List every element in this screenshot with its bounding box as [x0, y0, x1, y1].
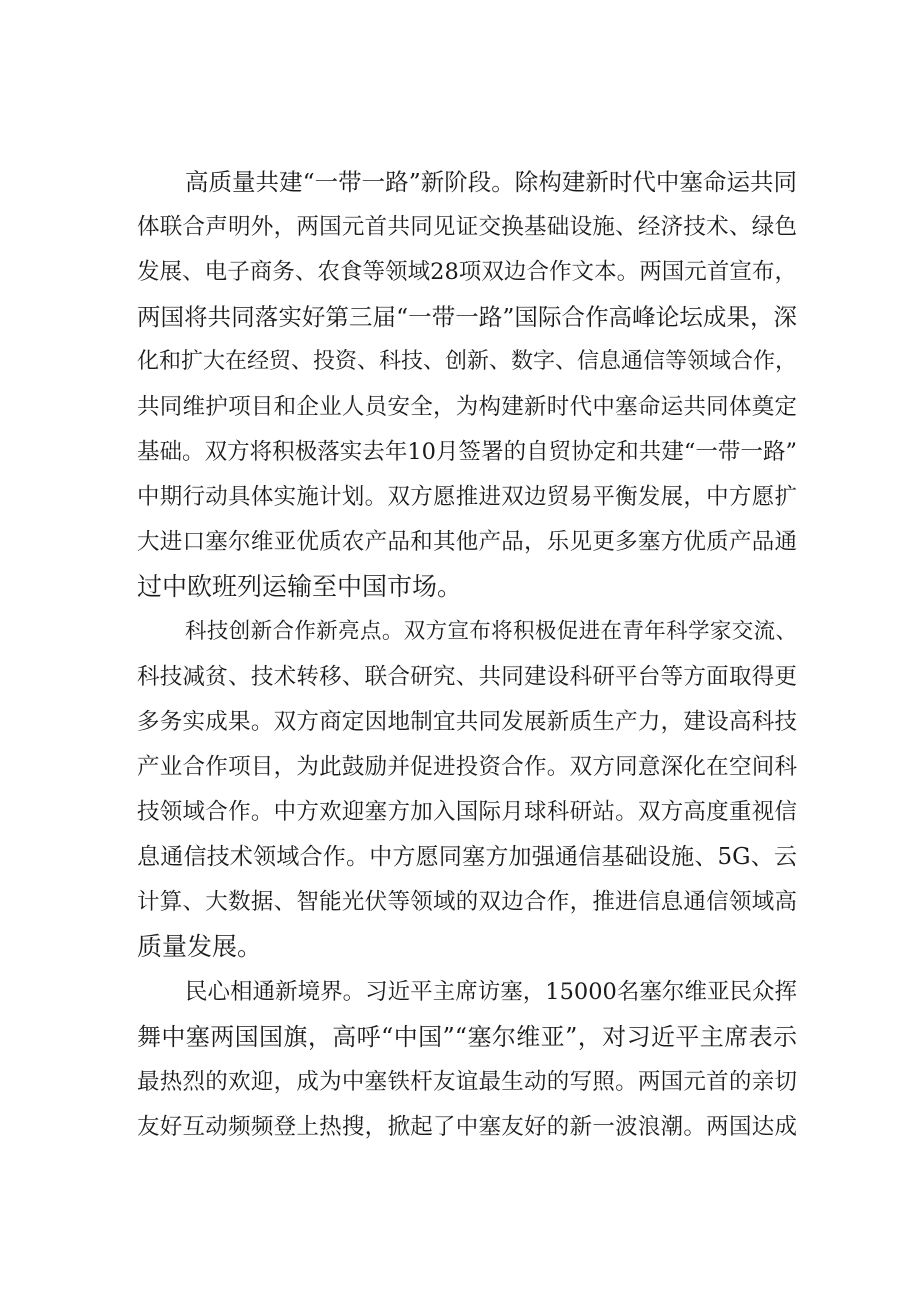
paragraph-1-line-4: 两国将共同落实好第三届“一带一路”国际合作高峰论坛成果，深 — [137, 303, 797, 331]
paragraph-3-line-4: 友好互动频频登上热搜，掀起了中塞友好的新一波浪潮。两国达成 — [137, 1114, 797, 1140]
paragraph-2-line-5: 技领域合作。中方欢迎塞方加入国际月球科研站。双方高度重视信 — [137, 799, 797, 825]
paragraph-1-line-9: 大进口塞尔维亚优质农产品和其他产品，乐见更多塞方优质产品通 — [137, 529, 797, 555]
paragraph-1-line-2: 体联合声明外，两国元首共同见证交换基础设施、经济技术、绿色 — [137, 214, 797, 240]
paragraph-1-line-6: 共同维护项目和企业人员安全，为构建新时代中塞命运共同体奠定 — [137, 394, 797, 420]
paragraph-2-line-7: 计算、大数据、智能光伏等领域的双边合作，推进信息通信领域高 — [137, 889, 797, 915]
paragraph-1-line-1: 高质量共建“一带一路”新阶段。除构建新时代中塞命运共同 — [185, 168, 797, 196]
paragraph-3-line-3: 最热烈的欢迎，成为中塞铁杆友谊最生动的写照。两国元首的亲切 — [137, 1069, 797, 1095]
paragraph-3-line-1: 民心相通新境界。习近平主席访塞，15000名塞尔维亚民众挥 — [185, 979, 797, 1005]
paragraph-2-line-8: 质量发展。 — [137, 932, 263, 961]
paragraph-3-line-2: 舞中塞两国国旗，高呼“中国”“塞尔维亚”，对习近平主席表示 — [137, 1023, 797, 1051]
paragraph-1-line-10: 过中欧班列运输至中国市场。 — [137, 572, 463, 601]
paragraph-1-line-7: 基础。双方将积极落实去年10月签署的自贸协定和共建“一带一路” — [137, 439, 797, 465]
paragraph-1-line-3: 发展、电子商务、农食等领域28项双边合作文本。两国元首宣布， — [137, 259, 797, 285]
paragraph-2-line-2: 科技减贫、技术转移、联合研究、共同建设科研平台等方面取得更 — [137, 664, 797, 690]
paragraph-1-line-5: 化和扩大在经贸、投资、科技、创新、数字、信息通信等领域合作， — [137, 349, 798, 374]
paragraph-1-line-8: 中期行动具体实施计划。双方愿推进双边贸易平衡发展，中方愿扩 — [137, 484, 797, 510]
paragraph-2-line-1: 科技创新合作新亮点。双方宣布将积极促进在青年科学家交流、 — [185, 619, 797, 644]
paragraph-2-line-3: 多务实成果。双方商定因地制宜共同发展新质生产力，建设高科技 — [137, 709, 797, 735]
paragraph-2-line-4: 产业合作项目，为此鼓励并促进投资合作。双方同意深化在空间科 — [137, 754, 797, 780]
paragraph-2-line-6: 息通信技术领域合作。中方愿同塞方加强通信基础设施、5G、云 — [137, 844, 797, 870]
